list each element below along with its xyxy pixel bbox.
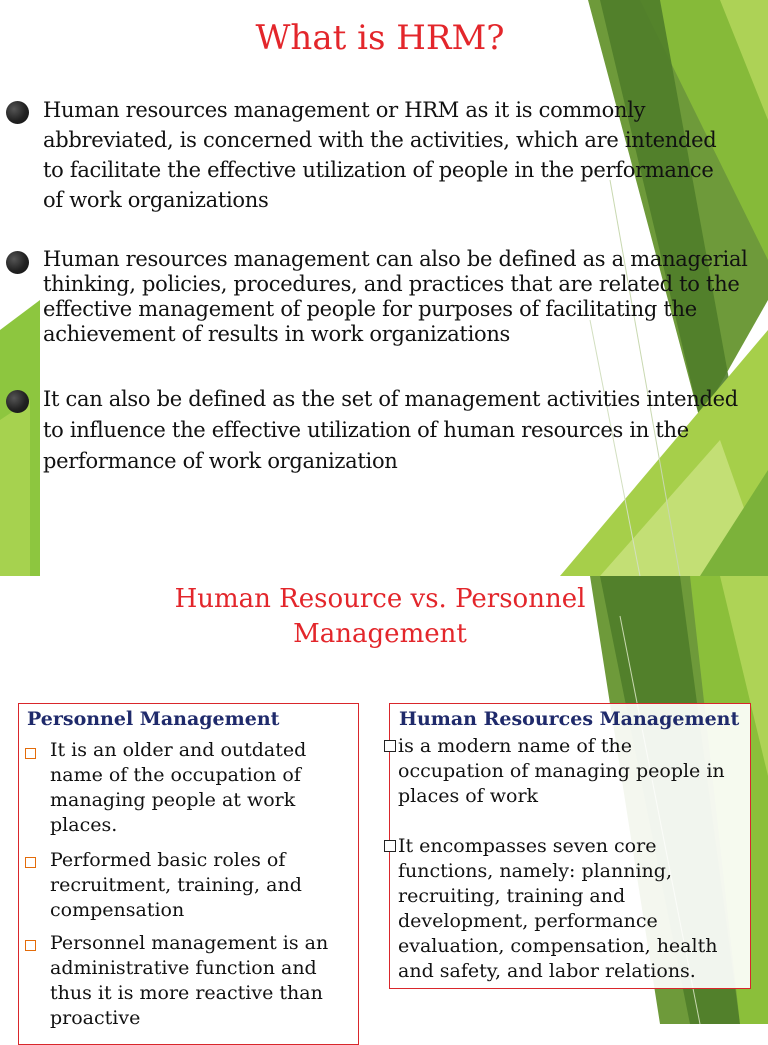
item-line: It is an older and outdated	[50, 739, 307, 761]
item-line: recruiting, training and	[398, 885, 626, 907]
bullet-line: to influence the effective utilization of human resources in the	[43, 418, 689, 442]
checkbox-bullet-icon	[25, 748, 36, 759]
title-line: Human Resource vs. Personnel	[174, 584, 586, 614]
checkbox-bullet-icon	[25, 940, 36, 951]
bullet-dot-icon	[6, 251, 29, 274]
list-item	[50, 848, 302, 923]
item-line: places.	[50, 814, 118, 836]
bullet-line: Human resources management or HRM as it is commonly	[43, 98, 646, 122]
checkbox-bullet-icon	[384, 840, 396, 852]
list-item	[398, 734, 725, 809]
bullet-line: to facilitate the effective utilization of people in the performance	[43, 158, 714, 182]
item-line: administrative function and	[50, 957, 317, 979]
bullet-line: achievement of results in work organizations	[43, 322, 511, 346]
item-line: compensation	[50, 899, 185, 921]
item-line: places of work	[398, 785, 539, 807]
item-line: occupation of managing people in	[398, 760, 725, 782]
bullet-line: of work organizations	[43, 188, 269, 212]
item-line: It encompasses seven core	[398, 835, 657, 857]
page-title	[110, 582, 650, 652]
item-line: and safety, and labor relations.	[398, 960, 696, 982]
box-heading: Human Resources Management	[399, 708, 740, 730]
bullet-line: effective management of people for purposes of facilitating the	[43, 297, 697, 321]
title-line: Management	[293, 619, 467, 649]
bullet-dot-icon	[6, 101, 29, 124]
checkbox-bullet-icon	[384, 740, 396, 752]
personnel-management-box	[18, 703, 359, 1045]
bullet-line: thinking, policies, procedures, and practices that are related to the	[43, 272, 740, 296]
item-line: Performed basic roles of	[50, 849, 286, 871]
list-item	[50, 738, 306, 838]
item-line: development, performance	[398, 910, 658, 932]
item-line: thus it is more reactive than	[50, 982, 323, 1004]
item-line: proactive	[50, 1007, 141, 1029]
item-line: functions, namely: planning,	[398, 860, 672, 882]
bullet-line: performance of work organization	[43, 449, 398, 473]
item-line: evaluation, compensation, health	[398, 935, 718, 957]
item-line: Personnel management is an	[50, 932, 329, 954]
item-line: managing people at work	[50, 789, 296, 811]
bullet-line: Human resources management can also be defined as a managerial	[43, 247, 748, 271]
item-line: is a modern name of the	[398, 735, 632, 757]
hrm-box	[389, 703, 751, 989]
bullet-line: It can also be defined as the set of management activities intended	[43, 387, 738, 411]
bullet-dot-icon	[6, 390, 29, 413]
list-item	[50, 931, 328, 1031]
item-line: recruitment, training, and	[50, 874, 302, 896]
page-title: What is HRM?	[255, 18, 505, 58]
item-line: name of the occupation of	[50, 764, 301, 786]
bullet-line: abbreviated, is concerned with the activities, which are intended	[43, 128, 717, 152]
list-item	[398, 834, 717, 984]
box-heading: Personnel Management	[27, 708, 280, 730]
checkbox-bullet-icon	[25, 857, 36, 868]
